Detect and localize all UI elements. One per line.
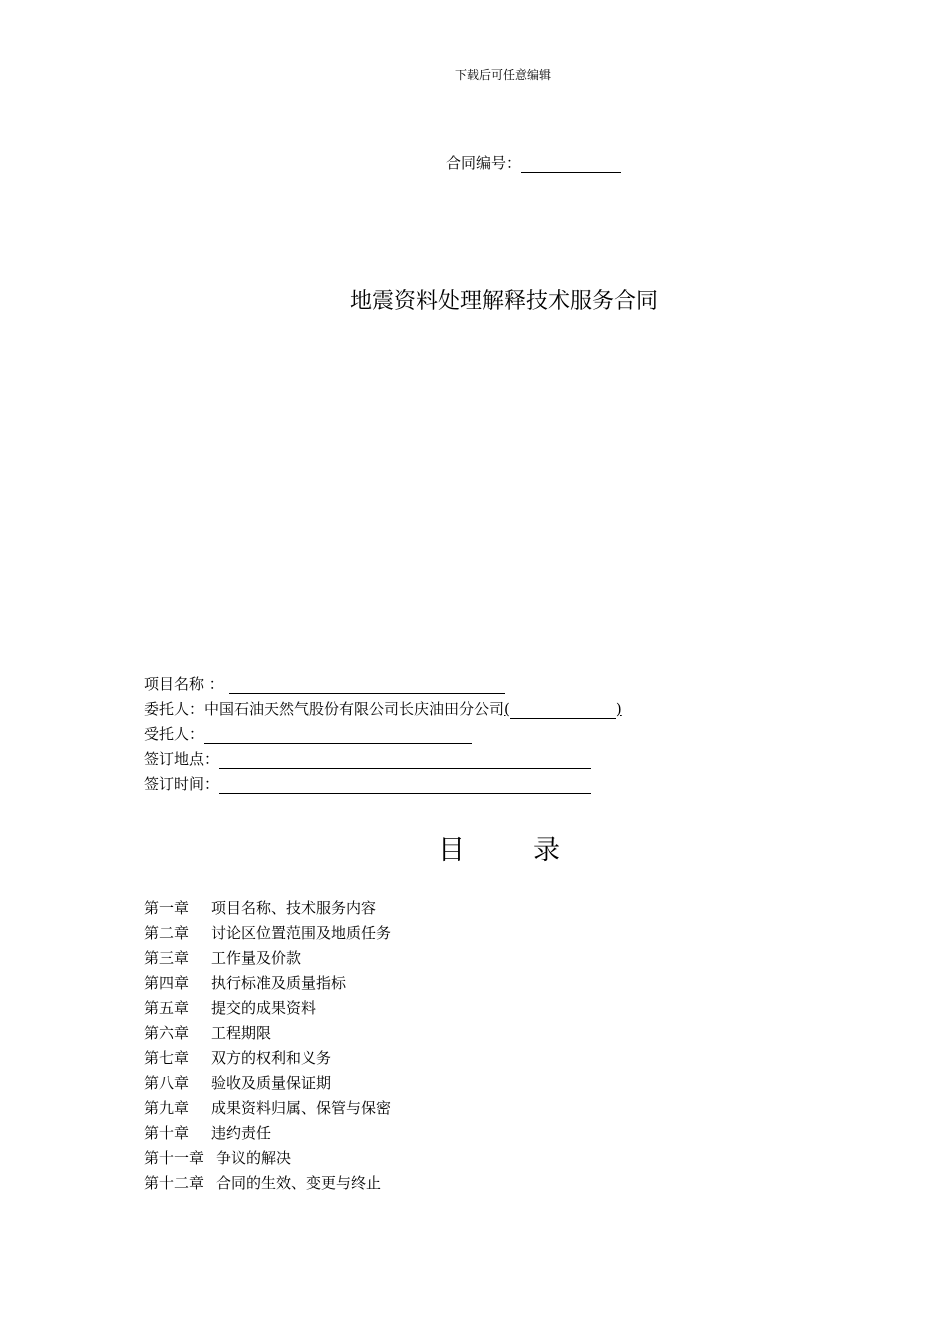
contractor-row [144,724,622,749]
contract-number-blank [521,157,621,173]
sign-time-row [144,774,622,799]
toc-chapter-title: 提交的成果资料 [211,999,317,1017]
client-value: 中国石油天然气股份有限公司长庆油田分公司 [204,700,505,718]
toc-chapter: 第九章 [144,1099,190,1117]
toc-item [144,1097,391,1122]
toc-item [144,1172,391,1197]
sign-place-row [144,749,622,774]
toc-chapter: 第七章 [144,1049,190,1067]
contract-number [446,152,621,173]
toc-chapter-title: 成果资料归属、保管与保密 [211,1099,392,1117]
toc-item [144,922,391,947]
toc-chapter-title: 工作量及价款 [211,949,302,967]
toc-item [144,1072,391,1097]
toc-chapter-title: 违约责任 [211,1124,272,1142]
client-paren-close: ) [615,700,622,718]
client-label: 委托人： [144,700,205,718]
contract-fields [144,674,622,799]
toc-chapter-title: 验收及质量保证期 [211,1074,332,1092]
table-of-contents [144,897,391,1197]
toc-chapter: 第十章 [144,1124,190,1142]
project-name-row [144,674,622,699]
toc-item [144,1047,391,1072]
document-title: 地震资料处理解释技术服务合同 [350,289,659,314]
toc-item [144,1022,391,1047]
toc-chapter: 第十一章 [144,1149,205,1167]
toc-chapter-title: 双方的权利和义务 [211,1049,332,1067]
toc-title-left: 目 [438,835,465,866]
toc-item [144,972,391,997]
toc-chapter: 第十二章 [144,1174,205,1192]
toc-chapter: 第一章 [144,899,190,917]
toc-title [438,828,560,867]
toc-chapter-title: 合同的生效、变更与终止 [216,1174,382,1192]
toc-chapter: 第六章 [144,1024,190,1042]
project-name-label: 项目名称 ： [144,675,224,693]
contractor-label: 受托人： [144,725,205,743]
toc-chapter: 第二章 [144,924,190,942]
toc-chapter: 第四章 [144,974,190,992]
toc-item [144,997,391,1022]
sign-time-blank [219,777,591,794]
toc-chapter: 第五章 [144,999,190,1017]
client-row [144,699,622,724]
sign-place-label: 签订地点： [144,750,220,768]
sign-place-blank [219,752,591,769]
toc-chapter: 第八章 [144,1074,190,1092]
client-paren-open: ( [504,700,510,718]
toc-item [144,1122,391,1147]
client-paren-blank [510,702,616,719]
toc-title-right: 录 [533,835,560,866]
toc-chapter-title: 执行标准及质量指标 [211,974,347,992]
toc-chapter-title: 争议的解决 [216,1149,292,1167]
contractor-blank [204,727,472,744]
header-note: 下载后可任意编辑 [454,68,551,82]
toc-chapter-title: 讨论区位置范围及地质任务 [211,924,392,942]
toc-chapter: 第三章 [144,949,190,967]
toc-item [144,1147,391,1172]
contract-number-label: 合同编号： [446,154,522,172]
toc-chapter-title: 项目名称、技术服务内容 [211,899,377,917]
toc-item [144,947,391,972]
sign-time-label: 签订时间： [144,775,220,793]
toc-chapter-title: 工程期限 [211,1024,272,1042]
project-name-blank [229,677,505,694]
toc-item [144,897,391,922]
